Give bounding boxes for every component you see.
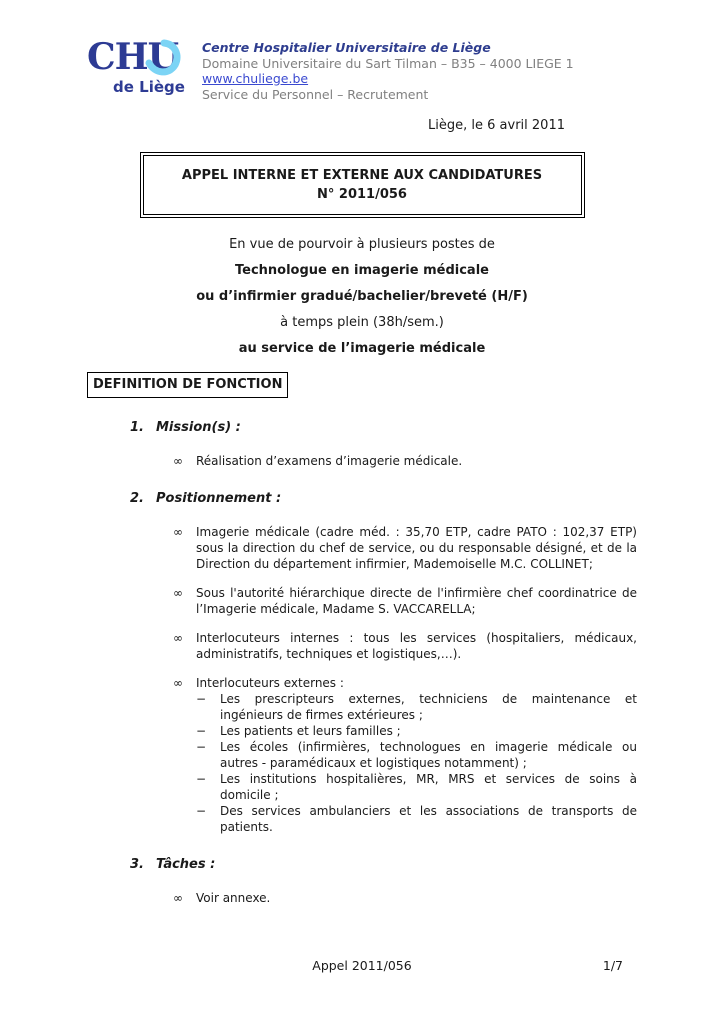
- infinity-bullet-icon: ∞: [173, 586, 183, 600]
- bullet-lead-text: Interlocuteurs externes :: [196, 676, 344, 690]
- org-name: Centre Hospitalier Universitaire de Liège: [202, 40, 491, 55]
- announcement-number: N° 2011/056: [317, 187, 407, 202]
- section-bullets: [87, 453, 637, 469]
- intro-job-title-1: Technologue en imagerie médicale: [235, 263, 489, 278]
- infinity-bullet-icon: ∞: [173, 891, 183, 905]
- page-footer: [87, 958, 637, 974]
- section-missions: [87, 420, 637, 469]
- sub-item: [196, 723, 637, 739]
- bullet-text: Voir annexe.: [196, 891, 271, 905]
- section-positionnement: [87, 491, 637, 835]
- definition-heading-box: [87, 372, 637, 398]
- infinity-bullet-icon: ∞: [173, 454, 183, 468]
- bullet-item: [87, 524, 637, 572]
- infinity-bullet-icon: ∞: [173, 631, 183, 645]
- sub-item: [196, 691, 637, 723]
- section-bullets: [87, 524, 637, 835]
- bullet-text: Réalisation d’examens d’imagerie médicale.: [196, 454, 463, 468]
- bullet-text: [196, 675, 637, 835]
- dash-bullet-icon: −: [196, 740, 207, 754]
- section-number: 1.: [130, 420, 144, 435]
- sub-item: [196, 739, 637, 771]
- bullet-text: Imagerie médicale (cadre méd. : 35,70 ETP, cadre PATO : 102,37 ETP) sous la direction du chef de service, ou du responsable désigné, et de la Direction du département infirmier, Mademoiselle M.C. COLLINET;: [196, 525, 637, 571]
- section-title-text: Mission(s) :: [156, 420, 241, 435]
- logo-subtext: de Liège: [113, 78, 185, 96]
- section-bullets: [87, 890, 637, 906]
- section-title: [87, 491, 637, 507]
- date-line: Liège, le 6 avril 2011: [428, 118, 565, 133]
- sub-item: [196, 771, 637, 803]
- sub-item-text: Les patients et leurs familles ;: [220, 724, 401, 738]
- section-number: 2.: [130, 491, 144, 506]
- sub-item-text: Les institutions hospitalières, MR, MRS et services de soins à domicile ;: [220, 772, 637, 802]
- dash-bullet-icon: −: [196, 692, 207, 706]
- dash-bullet-icon: −: [196, 772, 207, 786]
- footer-document-ref: Appel 2011/056: [312, 958, 412, 973]
- sub-item-text: Les écoles (infirmières, technologues en imagerie médicale ou autres - paramédicaux et logistiques notamment) ;: [220, 740, 637, 770]
- bullet-text: Interlocuteurs internes : tous les services (hospitaliers, médicaux, administratifs, techniques et logistiques,…).: [196, 631, 637, 661]
- chu-logo: [87, 35, 187, 97]
- intro-line-1: En vue de pourvoir à plusieurs postes de: [229, 237, 495, 252]
- logo-chu-text: CHU: [87, 36, 179, 78]
- intro-schedule: à temps plein (38h/sem.): [280, 315, 444, 330]
- announcement-title: APPEL INTERNE ET EXTERNE AUX CANDIDATURES: [181, 168, 543, 183]
- org-address-text: Domaine Universitaire du Sart Tilman – B35 – 4000 LIEGE 1: [202, 55, 574, 71]
- section-title: [87, 857, 637, 873]
- section-title: [87, 420, 637, 436]
- footer-page-number: 1/7: [602, 958, 623, 973]
- intro-job-title-2: ou d’infirmier gradué/bachelier/breveté (H/F): [196, 289, 528, 304]
- definition-heading: DEFINITION DE FONCTION: [87, 372, 288, 398]
- infinity-bullet-icon: ∞: [173, 525, 183, 539]
- bullet-item: [87, 585, 637, 617]
- service-line: Service du Personnel – Recrutement: [202, 86, 429, 102]
- section-title-text: Tâches :: [156, 857, 216, 872]
- section-title-text: Positionnement :: [156, 491, 282, 506]
- dash-bullet-icon: −: [196, 804, 207, 818]
- bullet-item: [87, 453, 637, 469]
- chu-logo-graphic: [87, 35, 187, 97]
- org-website-link[interactable]: www.chuliege.be: [202, 71, 309, 86]
- sub-item-text: Des services ambulanciers et les associations de transports de patients.: [220, 804, 637, 834]
- infinity-bullet-icon: ∞: [173, 676, 183, 690]
- header-text-block: [202, 35, 637, 102]
- document-header: [87, 35, 637, 102]
- bullet-item: [87, 630, 637, 662]
- dash-bullet-icon: −: [196, 724, 207, 738]
- announcement-title-box: [140, 152, 585, 218]
- intro-department: au service de l’imagerie médicale: [238, 341, 486, 356]
- bullet-text: Sous l'autorité hiérarchique directe de l'infirmière chef coordinatrice de l’Imagerie médicale, Madame S. VACCARELLA;: [196, 586, 637, 616]
- bullet-item: [87, 890, 637, 906]
- intro-block: [87, 232, 637, 362]
- org-address-line: [202, 56, 637, 87]
- section-taches: [87, 857, 637, 906]
- section-number: 3.: [130, 857, 144, 872]
- bullet-item: [87, 675, 637, 835]
- sub-item: [196, 803, 637, 835]
- sub-item-text: Les prescripteurs externes, techniciens de maintenance et ingénieurs de firmes extérieures ;: [220, 692, 637, 722]
